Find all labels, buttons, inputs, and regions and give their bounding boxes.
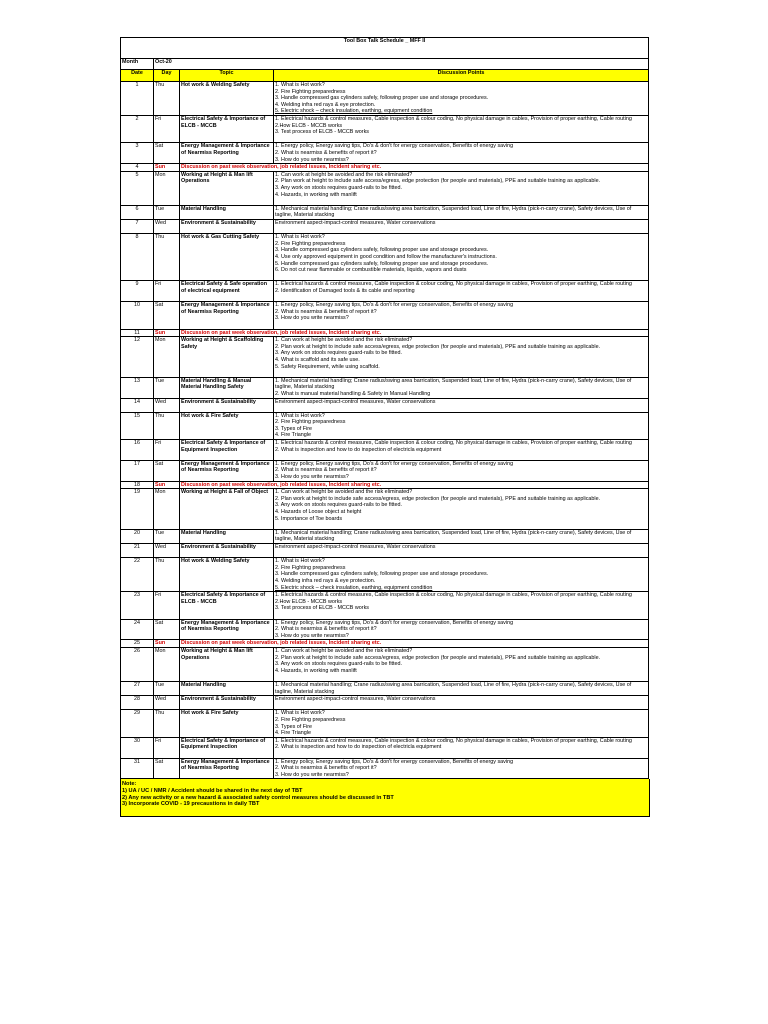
day-cell: Tue bbox=[154, 205, 180, 219]
discussion-points-cell bbox=[274, 440, 649, 461]
sunday-topic: Discussion on past week observation, job related issues, Incident sharing etc. bbox=[180, 329, 649, 337]
date-cell: 18 bbox=[121, 481, 154, 489]
header-topic: Topic bbox=[180, 70, 274, 82]
schedule-row bbox=[121, 489, 649, 530]
discussion-points-cell bbox=[274, 696, 649, 710]
topic-cell: Energy Management & Importance of Nearmiss Reporting bbox=[180, 619, 274, 640]
date-cell: 15 bbox=[121, 412, 154, 439]
discussion-points-cell bbox=[274, 682, 649, 696]
discussion-point: 2. What is manual material handling & Safety in Manual Handling bbox=[275, 390, 431, 397]
schedule-row bbox=[121, 398, 649, 412]
topic-cell: Energy Management & Importance of Nearmiss Reporting bbox=[180, 302, 274, 329]
discussion-points-cell bbox=[274, 398, 649, 412]
discussion-point: 1. Mechanical material handling; Crane radius/swing area barrication, Suspended load, Line of fire, Hydra (pick-n-carry crane), Safety devices, Use of tagline, Material stacking bbox=[275, 682, 632, 695]
day-cell: Sat bbox=[154, 619, 180, 640]
discussion-point: 1. Electrical hazards & control measures, Cable inspection & colour coding, No physical damage in cables, Provision of proper earthing, Cable routing bbox=[275, 440, 632, 447]
discussion-points-cell bbox=[274, 619, 649, 640]
sheet-title: Tool Box Talk Schedule _ MFF II bbox=[121, 38, 649, 59]
discussion-point: 1. What is Hot work? bbox=[275, 558, 325, 565]
schedule-row bbox=[121, 377, 649, 398]
schedule-row bbox=[121, 116, 649, 143]
discussion-point: 1. Energy policy, Energy saving tips, Do's & don't for energy conservation, Benefits of energy saving bbox=[275, 758, 514, 765]
header-date: Date bbox=[121, 70, 154, 82]
topic-cell: Material Handling bbox=[180, 529, 274, 543]
schedule-row bbox=[121, 412, 649, 439]
discussion-point: 1. Can work at height be avoided and the risk eliminated? bbox=[275, 171, 413, 178]
date-cell: 6 bbox=[121, 205, 154, 219]
discussion-point: 1. What is Hot work? bbox=[275, 82, 325, 88]
discussion-point: Environment aspect-impact-control measures, Water conservations bbox=[275, 398, 436, 405]
day-cell: Fri bbox=[154, 592, 180, 619]
discussion-points-cell bbox=[274, 529, 649, 543]
topic-cell: Hot work & Gas Cutting Safety bbox=[180, 234, 274, 281]
day-cell: Sun bbox=[154, 164, 180, 172]
day-cell: Wed bbox=[154, 544, 180, 558]
schedule-row bbox=[121, 143, 649, 164]
schedule-row bbox=[121, 171, 649, 205]
discussion-points-cell bbox=[274, 412, 649, 439]
discussion-point: 2.How ELCB - MCCB works bbox=[275, 122, 343, 129]
topic-cell: Hot work & Welding Safety bbox=[180, 558, 274, 592]
schedule-row bbox=[121, 337, 649, 378]
discussion-point: 3. Test process of ELCB - MCCB works bbox=[275, 605, 369, 612]
date-cell: 22 bbox=[121, 558, 154, 592]
discussion-point: 2. What is nearmiss & benefits of report it? bbox=[275, 467, 377, 474]
schedule-row bbox=[121, 460, 649, 481]
discussion-point: 1. Energy policy, Energy saving tips, Do's & don't for energy conservation, Benefits of energy saving bbox=[275, 619, 514, 626]
discussion-points-cell bbox=[274, 489, 649, 530]
discussion-point: 2. Plan work at height to include safe access/egress, edge protection (for people and materials), PPE and suitable training as applicable. bbox=[275, 343, 601, 350]
date-cell: 17 bbox=[121, 460, 154, 481]
day-cell: Mon bbox=[154, 648, 180, 682]
schedule-row bbox=[121, 619, 649, 640]
discussion-point: 5. Importance of Toe boards bbox=[275, 515, 343, 522]
discussion-points-cell bbox=[274, 143, 649, 164]
day-cell: Thu bbox=[154, 710, 180, 737]
date-cell: 29 bbox=[121, 710, 154, 737]
date-cell: 13 bbox=[121, 377, 154, 398]
day-cell: Wed bbox=[154, 219, 180, 233]
day-cell: Sat bbox=[154, 460, 180, 481]
month-label: Month bbox=[121, 59, 154, 70]
discussion-point: 2.How ELCB - MCCB works bbox=[275, 598, 343, 605]
discussion-point: 3. Handle compressed gas cylinders safely, following proper use and storage procedures. bbox=[275, 247, 489, 254]
discussion-point: 2. Identification of Damaged tools & its cable and reporting bbox=[275, 287, 415, 294]
discussion-point: 3. Test process of ELCB - MCCB works bbox=[275, 129, 369, 136]
discussion-point: 2. What is nearmiss & benefits of report it? bbox=[275, 308, 377, 315]
day-cell: Wed bbox=[154, 398, 180, 412]
date-cell: 24 bbox=[121, 619, 154, 640]
schedule-row bbox=[121, 82, 649, 116]
topic-cell: Energy Management & Importance of Nearmiss Reporting bbox=[180, 758, 274, 779]
schedule-sheet bbox=[120, 37, 648, 817]
date-cell: 8 bbox=[121, 234, 154, 281]
schedule-row bbox=[121, 592, 649, 619]
discussion-point: Environment aspect-impact-control measures, Water conservations bbox=[275, 544, 436, 551]
header-discussion-points: Discussion Points bbox=[274, 70, 649, 82]
discussion-point: 1. Can work at height be avoided and the risk eliminated? bbox=[275, 337, 413, 344]
date-cell: 2 bbox=[121, 116, 154, 143]
discussion-point: 4. Hazards, in working with manlift bbox=[275, 191, 357, 198]
schedule-row bbox=[121, 710, 649, 737]
topic-cell: Material Handling bbox=[180, 682, 274, 696]
day-cell: Tue bbox=[154, 377, 180, 398]
day-cell: Mon bbox=[154, 489, 180, 530]
date-cell: 3 bbox=[121, 143, 154, 164]
day-cell: Mon bbox=[154, 337, 180, 378]
discussion-point: 3. Any work on stools requires guard-rails to be fitted. bbox=[275, 661, 403, 668]
topic-cell: Environment & Sustainability bbox=[180, 398, 274, 412]
day-cell: Sat bbox=[154, 302, 180, 329]
discussion-points-cell bbox=[274, 234, 649, 281]
day-cell: Thu bbox=[154, 234, 180, 281]
discussion-point: 1. What is Hot work? bbox=[275, 710, 325, 717]
topic-cell: Electrical Safety & Importance of Equipment Inspection bbox=[180, 440, 274, 461]
sunday-row bbox=[121, 329, 649, 337]
discussion-points-cell bbox=[274, 302, 649, 329]
discussion-points-cell bbox=[274, 558, 649, 592]
day-cell: Thu bbox=[154, 558, 180, 592]
topic-cell: Hot work & Fire Safety bbox=[180, 412, 274, 439]
schedule-row bbox=[121, 302, 649, 329]
discussion-point: 1. Mechanical material handling; Crane radius/swing area barrication, Suspended load, Line of fire, Hydra (pick-n-carry crane), Safety devices, Use of tagline, Material stacking bbox=[275, 529, 632, 543]
notes-box bbox=[120, 779, 650, 817]
day-cell: Fri bbox=[154, 281, 180, 302]
day-cell: Sun bbox=[154, 329, 180, 337]
date-cell: 21 bbox=[121, 544, 154, 558]
discussion-points-cell bbox=[274, 737, 649, 758]
date-cell: 30 bbox=[121, 737, 154, 758]
date-cell: 4 bbox=[121, 164, 154, 172]
schedule-row bbox=[121, 281, 649, 302]
date-cell: 31 bbox=[121, 758, 154, 779]
notes-label: Note: bbox=[122, 781, 137, 788]
discussion-point: 1. What is Hot work? bbox=[275, 412, 325, 419]
discussion-point: 3. How do you write nearmiss? bbox=[275, 315, 349, 322]
discussion-point: 1. What is Hot work? bbox=[275, 234, 325, 241]
discussion-point: 3. Any work on stools requires guard-rails to be fitted. bbox=[275, 502, 403, 509]
discussion-points-cell bbox=[274, 648, 649, 682]
topic-cell: Working at Height & Man lift Operations bbox=[180, 171, 274, 205]
schedule-row bbox=[121, 682, 649, 696]
discussion-point: 1. Electrical hazards & control measures, Cable inspection & colour coding, No physical damage in cables, Provision of proper earthing, Cable routing bbox=[275, 592, 632, 599]
discussion-points-cell bbox=[274, 116, 649, 143]
discussion-point: 2. Plan work at height to include safe access/egress, edge protection (for people and materials), PPE and suitable training as applicable. bbox=[275, 495, 601, 502]
discussion-point: 3. How do you write nearmiss? bbox=[275, 771, 349, 778]
date-cell: 10 bbox=[121, 302, 154, 329]
topic-cell: Environment & Sustainability bbox=[180, 544, 274, 558]
discussion-point: 4. Welding infra red rays & eye protection. bbox=[275, 578, 376, 585]
discussion-points-cell bbox=[274, 82, 649, 116]
discussion-point: 4. Fire Triangle bbox=[275, 432, 311, 439]
discussion-point: 4. Hazards, in working with manlift bbox=[275, 667, 357, 674]
discussion-point: 2. Plan work at height to include safe access/egress, edge protection (for people and materials), PPE and suitable training as applicable. bbox=[275, 654, 601, 661]
day-cell: Tue bbox=[154, 682, 180, 696]
discussion-point: 1. Electrical hazards & control measures, Cable inspection & colour coding, No physical damage in cables, Provision of proper earthing, Cable routing bbox=[275, 281, 632, 288]
date-cell: 26 bbox=[121, 648, 154, 682]
discussion-point: 2. Fire Fighting preparedness bbox=[275, 717, 346, 723]
sunday-row bbox=[121, 640, 649, 648]
day-cell: Fri bbox=[154, 737, 180, 758]
date-cell: 7 bbox=[121, 219, 154, 233]
discussion-point: 3. Any work on stools requires guard-rails to be fitted. bbox=[275, 184, 403, 191]
discussion-point: 2. What is inspection and how to do inspection of electricla equipment bbox=[275, 744, 442, 751]
discussion-point: 1. Mechanical material handling; Crane radius/swing area barrication, Suspended load, Line of fire, Hydra (pick-n-carry crane), Safety devices, Use of tagline, Material stacking bbox=[275, 205, 632, 219]
schedule-row bbox=[121, 544, 649, 558]
header-row bbox=[121, 70, 649, 82]
discussion-point: 3. Types of Fire bbox=[275, 723, 313, 730]
discussion-point: 5. Safety Requirement, while using scaffold. bbox=[275, 363, 380, 370]
day-cell: Sun bbox=[154, 640, 180, 648]
topic-cell: Working at Height & Man lift Operations bbox=[180, 648, 274, 682]
discussion-point: 6. Do not cut near flammable or combustible materials, liquids, vapors and dusts bbox=[275, 267, 467, 274]
topic-cell: Working at Height & Fall of Object bbox=[180, 489, 274, 530]
topic-cell: Material Handling & Manual Material Handling Safety bbox=[180, 377, 274, 398]
day-cell: Thu bbox=[154, 82, 180, 116]
discussion-point: 1. Mechanical material handling; Crane radius/swing area barrication, Suspended load, Line of fire, Hydra (pick-n-carry crane), Safety devices, Use of tagline, Material stacking bbox=[275, 377, 632, 391]
discussion-point: 4. Fire Triangle bbox=[275, 730, 311, 737]
discussion-point: 2. Fire Fighting preparedness bbox=[275, 88, 346, 95]
day-cell: Mon bbox=[154, 171, 180, 205]
discussion-points-cell bbox=[274, 219, 649, 233]
discussion-points-cell bbox=[274, 377, 649, 398]
discussion-point: 4. What is scaffold and its safe use. bbox=[275, 356, 360, 363]
discussion-point: 2. Fire Fighting preparedness bbox=[275, 564, 346, 571]
discussion-point: 3. Handle compressed gas cylinders safely, following proper use and storage procedures. bbox=[275, 571, 489, 578]
discussion-point: 1. Electrical hazards & control measures, Cable inspection & colour coding, No physical damage in cables, Provision of proper earthing, Cable routing bbox=[275, 737, 632, 744]
note-item: 3) Incorporate COVID - 19 precaustions in daily TBT bbox=[122, 801, 260, 808]
discussion-point: 4. Welding infra red rays & eye protection. bbox=[275, 101, 376, 108]
discussion-points-cell bbox=[274, 281, 649, 302]
discussion-point: 3. Any work on stools requires guard-rails to be fitted. bbox=[275, 350, 403, 357]
schedule-row bbox=[121, 648, 649, 682]
topic-cell: Environment & Sustainability bbox=[180, 696, 274, 710]
date-cell: 1 bbox=[121, 82, 154, 116]
schedule-row bbox=[121, 737, 649, 758]
schedule-row bbox=[121, 696, 649, 710]
discussion-point: 1. Energy policy, Energy saving tips, Do's & don't for energy conservation, Benefits of energy saving bbox=[275, 460, 514, 467]
schedule-row bbox=[121, 440, 649, 461]
discussion-point: 2. Fire Fighting preparedness bbox=[275, 419, 346, 426]
date-cell: 25 bbox=[121, 640, 154, 648]
discussion-point: 2. What is inspection and how to do inspection of electricla equipment bbox=[275, 446, 442, 453]
discussion-points-cell bbox=[274, 337, 649, 378]
sunday-topic: Discussion on past week observation, job related issues, Incident sharing etc. bbox=[180, 640, 649, 648]
discussion-point: 1. Can work at height be avoided and the risk eliminated? bbox=[275, 489, 413, 496]
day-cell: Fri bbox=[154, 440, 180, 461]
sunday-topic: Discussion on past week observation, job related issues, Incident sharing etc. bbox=[180, 481, 649, 489]
discussion-point: 2. Fire Fighting preparedness bbox=[275, 240, 346, 247]
discussion-point: 1. Energy policy, Energy saving tips, Do's & don't for energy conservation, Benefits of energy saving bbox=[275, 143, 514, 150]
topic-cell: Electrical Safety & Importance of Equipment Inspection bbox=[180, 737, 274, 758]
discussion-points-cell bbox=[274, 758, 649, 779]
day-cell: Fri bbox=[154, 116, 180, 143]
discussion-point: Environment aspect-impact-control measures, Water conservations bbox=[275, 696, 436, 703]
schedule-row bbox=[121, 758, 649, 779]
discussion-point: 2. What is nearmiss & benefits of report it? bbox=[275, 149, 377, 156]
schedule-table bbox=[120, 37, 649, 779]
discussion-point: 5. Electric shock – check insulation, earthing, equipment condition bbox=[275, 108, 433, 115]
discussion-point: Environment aspect-impact-control measures, Water conservations bbox=[275, 219, 436, 226]
topic-cell: Material Handling bbox=[180, 205, 274, 219]
note-item: 2) Any new activity or a new hazard & associated safety control measures should be discussed in TBT bbox=[122, 794, 394, 801]
discussion-point: 4. Hazards of Loose object at height bbox=[275, 509, 362, 516]
discussion-point: 3. How do you write nearmiss? bbox=[275, 474, 349, 481]
discussion-point: 2. Plan work at height to include safe access/egress, edge protection (for people and materials), PPE and suitable training as applicable. bbox=[275, 178, 601, 185]
discussion-point: 5. Handle compressed gas cylinders safely, following proper use and storage procedures. bbox=[275, 260, 489, 267]
topic-cell: Electrical Safety & Importance of ELCB - MCCB bbox=[180, 116, 274, 143]
topic-cell: Environment & Sustainability bbox=[180, 219, 274, 233]
topic-cell: Working at Height & Scaffolding Safety bbox=[180, 337, 274, 378]
discussion-point: 3. Handle compressed gas cylinders safely, following proper use and storage procedures. bbox=[275, 95, 489, 102]
day-cell: Wed bbox=[154, 696, 180, 710]
month-value: Oct-20 bbox=[154, 59, 649, 70]
discussion-point: 5. Electric shock – check insulation, earthing, equipment condition bbox=[275, 584, 433, 591]
day-cell: Thu bbox=[154, 412, 180, 439]
date-cell: 27 bbox=[121, 682, 154, 696]
topic-cell: Electrical Safety & Importance of ELCB - MCCB bbox=[180, 592, 274, 619]
day-cell: Tue bbox=[154, 529, 180, 543]
schedule-row bbox=[121, 205, 649, 219]
day-cell: Sat bbox=[154, 758, 180, 779]
discussion-points-cell bbox=[274, 544, 649, 558]
topic-cell: Hot work & Welding Safety bbox=[180, 82, 274, 116]
discussion-points-cell bbox=[274, 205, 649, 219]
schedule-row bbox=[121, 529, 649, 543]
discussion-point: 3. How do you write nearmiss? bbox=[275, 632, 349, 639]
date-cell: 19 bbox=[121, 489, 154, 530]
header-day: Day bbox=[154, 70, 180, 82]
date-cell: 9 bbox=[121, 281, 154, 302]
discussion-points-cell bbox=[274, 592, 649, 619]
topic-cell: Energy Management & Importance of Nearmiss Reporting bbox=[180, 460, 274, 481]
discussion-points-cell bbox=[274, 710, 649, 737]
discussion-points-cell bbox=[274, 460, 649, 481]
discussion-point: 3. Types of Fire bbox=[275, 425, 313, 432]
date-cell: 20 bbox=[121, 529, 154, 543]
topic-cell: Electrical Safety & Safe operation of electrical equipment bbox=[180, 281, 274, 302]
date-cell: 28 bbox=[121, 696, 154, 710]
discussion-point: 4. Use only approved equipment in good condition and follow the manufacturer's instructions. bbox=[275, 253, 497, 260]
note-item: 1) UA / UC / NMR / Accident should be shared in the next day of TBT bbox=[122, 787, 303, 794]
discussion-point: 2. What is nearmiss & benefits of report it? bbox=[275, 626, 377, 633]
schedule-row bbox=[121, 219, 649, 233]
discussion-point: 1. Can work at height be avoided and the risk eliminated? bbox=[275, 648, 413, 655]
schedule-row bbox=[121, 558, 649, 592]
topic-cell: Hot work & Fire Safety bbox=[180, 710, 274, 737]
sunday-row bbox=[121, 164, 649, 172]
date-cell: 5 bbox=[121, 171, 154, 205]
topic-cell: Energy Management & Importance of Nearmiss Reporting bbox=[180, 143, 274, 164]
discussion-points-cell bbox=[274, 171, 649, 205]
date-cell: 23 bbox=[121, 592, 154, 619]
date-cell: 12 bbox=[121, 337, 154, 378]
sunday-row bbox=[121, 481, 649, 489]
discussion-point: 1. Electrical hazards & control measures, Cable inspection & colour coding, No physical damage in cables, Provision of proper earthing, Cable routing bbox=[275, 116, 632, 122]
day-cell: Sun bbox=[154, 481, 180, 489]
discussion-point: 1. Energy policy, Energy saving tips, Do's & don't for energy conservation, Benefits of energy saving bbox=[275, 302, 514, 309]
date-cell: 11 bbox=[121, 329, 154, 337]
discussion-point: 2. What is nearmiss & benefits of report it? bbox=[275, 765, 377, 772]
day-cell: Sat bbox=[154, 143, 180, 164]
sunday-topic: Discussion on past week observation, job related issues, Incident sharing etc. bbox=[180, 164, 649, 172]
date-cell: 14 bbox=[121, 398, 154, 412]
schedule-row bbox=[121, 234, 649, 281]
discussion-point: 3. How do you write nearmiss? bbox=[275, 156, 349, 163]
date-cell: 16 bbox=[121, 440, 154, 461]
